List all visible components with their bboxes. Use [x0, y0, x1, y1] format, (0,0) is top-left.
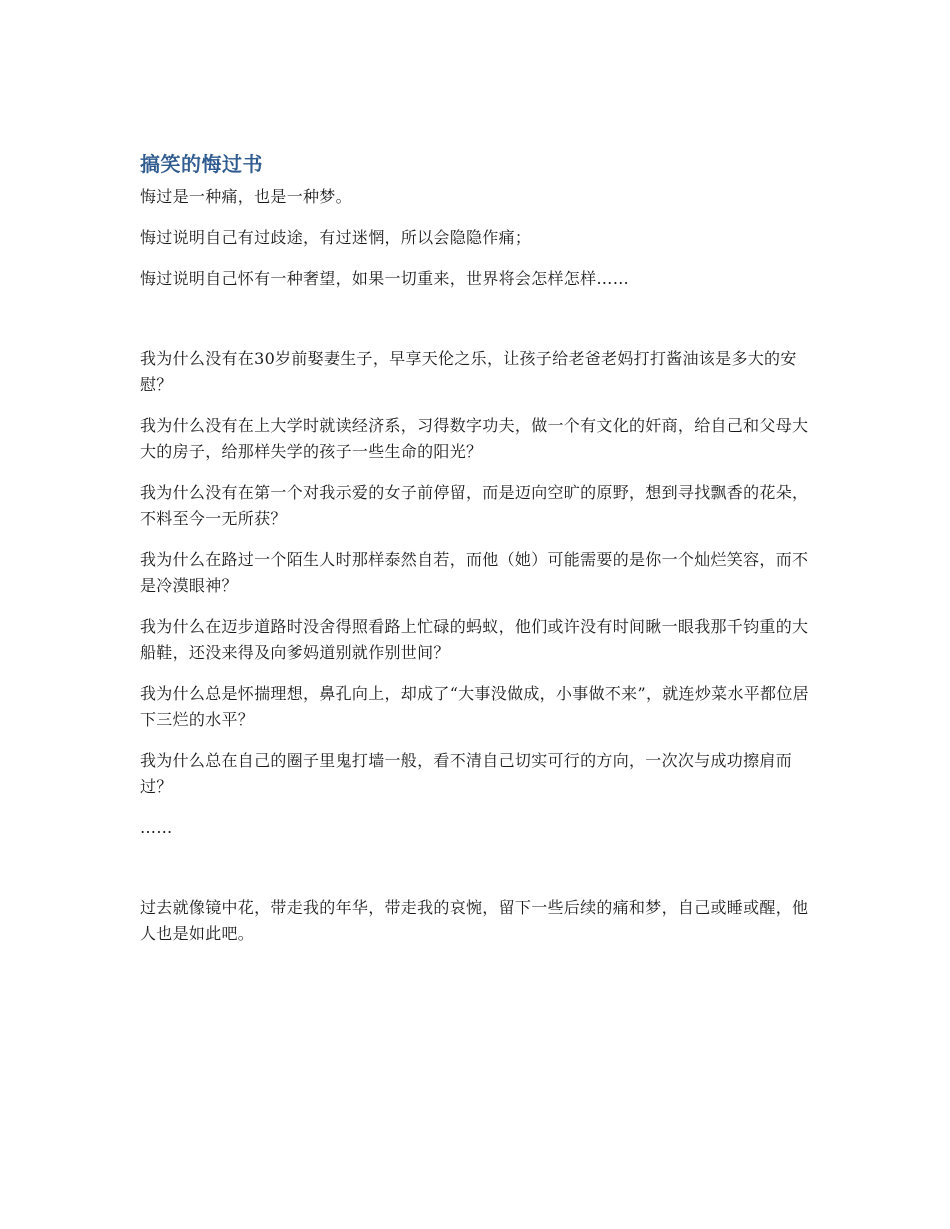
question-paragraph: 我为什么没有在上大学时就读经济系，习得数字功夫，做一个有文化的奸商，给自己和父母大大的房子，给那样失学的孩子一些生命的阳光？ — [140, 416, 809, 461]
document-body — [140, 150, 810, 962]
intro-paragraph: 悔过说明自己有过歧途，有过迷惘，所以会隐隐作痛； — [140, 228, 532, 247]
section-spacer — [140, 856, 810, 895]
question-paragraph: 我为什么总在自己的圈子里鬼打墙一般，看不清自己切实可行的方向，一次次与成功擦肩而过？ — [140, 751, 793, 796]
question-paragraph: 我为什么没有在第一个对我示爱的女子前停留，而是迈向空旷的原野，想到寻找飘香的花朵，不料至今一无所获？ — [140, 483, 809, 528]
section-spacer — [140, 307, 810, 346]
question-paragraph: 我为什么在路过一个陌生人时那样泰然自若，而他（她）可能需要的是你一个灿烂笑容，而不是冷漠眼神？ — [140, 550, 809, 595]
question-paragraph: 我为什么在迈步道路时没舍得照看路上忙碌的蚂蚁，他们或许没有时间瞅一眼我那千钧重的大船鞋，还没来得及向爹妈道别就作别世间？ — [140, 617, 809, 662]
closing-paragraph: 过去就像镜中花，带走我的年华，带走我的哀惋，留下一些后续的痛和梦，自己或睡或醒，他人也是如此吧。 — [140, 898, 809, 943]
intro-paragraph: 悔过是一种痛，也是一种梦。 — [140, 187, 352, 206]
question-paragraph: 我为什么没有在30岁前娶妻生子，早享天伦之乐，让孩子给老爸老妈打打酱油该是多大的安慰？ — [140, 349, 797, 394]
document-title: 搞笑的悔过书 — [140, 152, 263, 176]
ellipsis-paragraph: …… — [140, 818, 173, 837]
intro-paragraph: 悔过说明自己怀有一种奢望，如果一切重来，世界将会怎样怎样…… — [140, 269, 630, 288]
question-paragraph: 我为什么总是怀揣理想，鼻孔向上，却成了“大事没做成，小事做不来”，就连炒菜水平都位居下三烂的水平？ — [140, 684, 809, 729]
